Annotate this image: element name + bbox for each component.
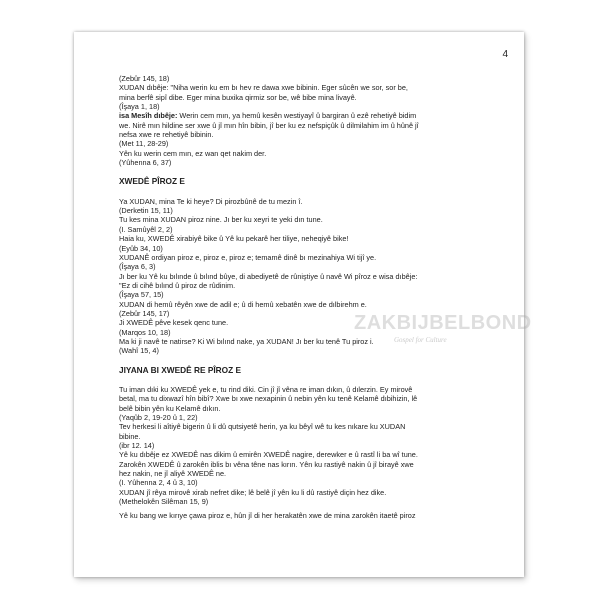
text-line: betal, ma tu dixwazî hîn bibî? Xwe bı xwe nexapinin û nebin yên ku tenê Kelamê dıbihizin, lê xyxy=(119,394,418,404)
text-line: Tu iman dıki ku XWEDÊ yek e, tu rind diki. Cin jî jî vêna re iman dıkın, û dılerzin. Ey mirovê xyxy=(119,384,413,394)
text-line: Zarokên XWEDÊ û zarokên iblis bı vêna têne nas kırın. Yên ku rastiyê nakin û jî birayê xwe xyxy=(119,459,414,469)
text-line xyxy=(119,111,499,120)
text-line: (Îşaya 6, 3) xyxy=(119,262,156,272)
text-line: "Ez di cihê bılınd û piroz de rûdinim. xyxy=(119,280,236,290)
text-line-rest: Werin cem mın, ya hemû kesên westiyayî û bargiran û ezê rehetiyê bidim xyxy=(177,111,417,121)
text-line: (ibr 12. 14) xyxy=(119,441,155,451)
section-heading: XWEDÊ PÎROZ E xyxy=(119,176,185,187)
text-line: belê bibin yên ku Kelamê dıkın. xyxy=(119,403,221,413)
watermark-logo-text: ZAKBIJBELBOND xyxy=(354,312,532,334)
text-line: (Zebûr 145, 17) xyxy=(119,308,170,318)
watermark-tagline: Gospel for Culture xyxy=(394,336,447,344)
section-heading: JIYANA BI XWEDÊ RE PÎROZ E xyxy=(119,364,242,375)
text-line: (Îşaya 1, 18) xyxy=(119,102,160,112)
text-line: mina berfê sipî dibe. Eger mina buxika qirmiz sor be, wê bibe mina livayê. xyxy=(119,92,357,102)
text-line: (Eyûb 34, 10) xyxy=(119,243,163,253)
text-line: Jı ber ku Yê ku bılınde û bılınd bûye, di abediyetê de rûniştiye û navê Wi pîroz e wisa dıbêje: xyxy=(119,271,418,281)
text-line: Ya XUDAN, mina Te ki heye? Di pirozbûnê de tu mezin î. xyxy=(119,196,303,206)
text-line: Yê ku dıbêje ez XWEDÊ nas dikim û emirên XWEDÊ nagire, derewker e û rastî li ba wî tune. xyxy=(119,450,418,460)
speaker-label: isa Mesîh dıbêje: xyxy=(119,111,178,121)
text-line: XUDAN jî rêya mirovê xirab nefret dike; lê belê jî yên ku li dû rastiyê diçin hez dike. xyxy=(119,487,387,497)
document-page xyxy=(74,32,532,577)
text-line: Ma ki ji navê te natirse? Ki Wi bılınd nake, ya XUDAN! Jı ber ku tenê Tu piroz i. xyxy=(119,336,374,346)
text-line: (Derketin 15, 11) xyxy=(119,206,173,216)
text-line: Ji XWEDÊ pêve kesek qenc tune. xyxy=(119,318,229,328)
text-line: XUDAN di hemû rêyên xwe de adil e; û di hemû xebatên xwe de dılbirehm e. xyxy=(119,299,367,309)
text-line: (Wahî 15, 4) xyxy=(119,346,159,356)
text-line: we. Nirê mın hildine ser xwe û jî mın hîn bibin, jî ber ku ez nefspiçûk û dilmilahim im û hûnê jî xyxy=(119,120,419,130)
text-line: (Îşaya 57, 15) xyxy=(119,290,164,300)
text-line: Tu kes mina XUDAN piroz nine. Jı ber ku xeyri te yeki dın tune. xyxy=(119,215,323,225)
text-line: hez nakin, ne jî aliyê XWEDÊ ne. xyxy=(119,469,227,479)
text-line: (Zebûr 145, 18) xyxy=(119,74,170,83)
text-line: XUDAN dıbêje: "Niha werin ku em bı hev re dawa xwe bibinin. Eger sûcên we sor, sor be, xyxy=(119,83,408,93)
text-line: (Met 11, 28-29) xyxy=(119,139,169,149)
text-line: Tev herkesi li aîtiyê bigerin û li dû qutsiyetê herin, ya ku bêyî wê tu kes nıkare ku XUDAN xyxy=(119,422,406,432)
text-line: (Yaqûb 2, 19-20 û 1, 22) xyxy=(119,413,198,422)
text-line: Haia ku, XWEDÊ xirabiyê bike û Yê ku pekarê her tiliye, neheqiyê bike! xyxy=(119,234,349,244)
text-line: (Marqos 10, 18) xyxy=(119,327,171,337)
text-line: Yê ku bang we kırıye çawa piroz e, hûn jî di her herakatên xwe de mina zarokên itaetê piroz xyxy=(119,511,416,521)
text-line: (I. Samûyêl 2, 2) xyxy=(119,224,173,234)
text-line: nefsa xwe re rehetiyê bibinin. xyxy=(119,130,214,140)
text-line: (Yûhenna 6, 37) xyxy=(119,158,172,168)
text-line: (I. Yûhenna 2, 4 û 3, 10) xyxy=(119,478,198,488)
text-line: bibine. xyxy=(119,431,141,441)
page-content xyxy=(119,74,499,521)
text-line: XUDANÊ ordiyan piroz e, piroz e, piroz e; temamê dinê bı mezinahiya Wi tijî ye. xyxy=(119,252,377,262)
page-number: 4 xyxy=(502,49,508,60)
text-line: Yên ku werin cem mın, ez wan qet nakim der. xyxy=(119,148,267,158)
text-line: (Methelokên Silêman 15, 9) xyxy=(119,497,209,507)
